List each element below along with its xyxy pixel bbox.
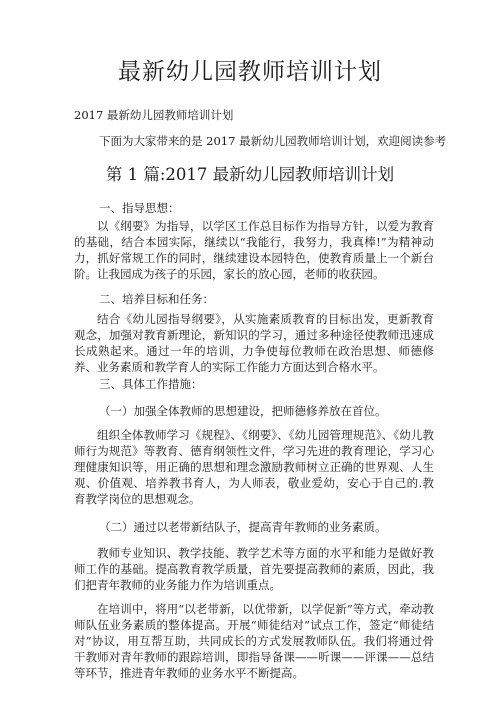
paragraph-ethics: 组织全体教师学习《规程》、《纲要》、《幼儿园管理规范》、《幼儿教师行为规范》等教育、德育纲领性文件，学习先进的教育理论，学习心理健康知识等，用正确的思想和理念激励教师树立正确的世界观、人生观、价值观、培养教书育人，为人师表，敬业爱幼，安心于自己的.教育教学岗位的思想观念。 <box>74 428 434 506</box>
heading-training-goals: 二、培养目标和任务： <box>99 292 214 306</box>
subheading-mentoring: （二）通过以老带新结队子，提高青年教师的业务素质。 <box>99 520 387 534</box>
heading-work-measures: 三、具体工作措施： <box>99 377 203 391</box>
paragraph-training-goals: 结合《幼儿园指导纲要》，从实施素质教育的目标出发，更新教育观念，加强对教育新理论，新知识的学习，通过多种途径使教师迅速成长成熟起来。通过一年的培训，力争使每位教师在政治思想、师德修养、业务素质和教学育人的实际工作能力方面达到合格水平。 <box>74 312 434 374</box>
paragraph-mentoring-methods: 在培训中，将用“以老带新，以优带新，以学促新”等方式，牵动教师队伍业务素质的整体提高。开展“师徒结对”试点工作，签定“师徒结对”协议，用互帮互助，共同成长的方式发展教师队伍。我们将通过骨干教师对青年教师的跟踪培训，即指导备课——听课——评课——总结等环节，推进青年教师的业务水平不断提高。 <box>74 602 434 680</box>
paragraph-guiding-ideology: 以《纲要》为指导，以学区工作总目标作为指导方针，以爱为教育的基础，结合本园实际，继续以“我能行，我努力，我真棒!”为精神动力，抓好常规工作的同时，继续建设本园特色，使教育质量上一个新台阶。让我园成为孩子的乐园，家长的放心园，老师的收获园。 <box>74 219 434 281</box>
subheading-ethics: （一）加强全体教师的思想建设，把师德修养放在首位。 <box>99 404 387 418</box>
document-subtitle: 2017 最新幼儿园教师培训计划 <box>74 108 234 122</box>
document-title: 最新幼儿园教师培训计划 <box>118 59 382 85</box>
paragraph-professional-skills: 教师专业知识、教学技能、教学艺术等方面的水平和能力是做好教师工作的基础。提高教育教学质量，首先要提高教师的素质，因此，我们把青年教师的业务能力作为培训重点。 <box>74 546 434 592</box>
part-title: 第 1 篇:2017 最新幼儿园教师培训计划 <box>105 165 395 184</box>
heading-guiding-ideology: 一、指导思想： <box>99 201 180 215</box>
intro-line: 下面为大家带来的是 2017 最新幼儿园教师培训计划，欢迎阅读参考 <box>99 134 447 148</box>
